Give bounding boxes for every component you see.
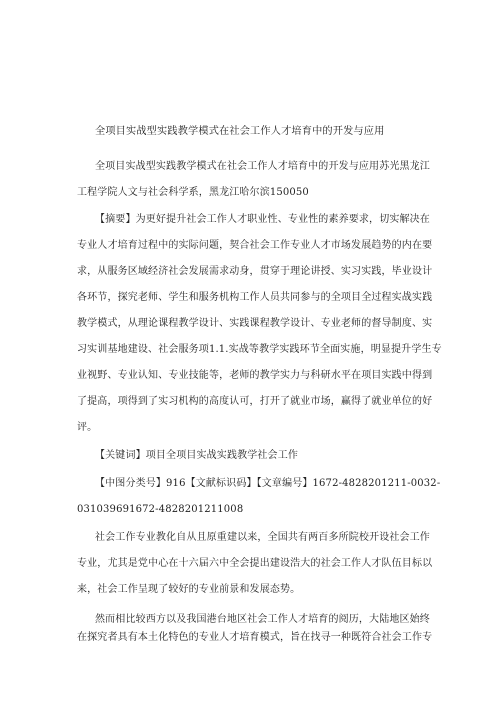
author-line-1: 全项目实战型实践教学模式在社会工作人才培育中的开发与应用苏光黑龙江 bbox=[95, 161, 430, 172]
abstract-line-1: 【摘要】为更好提升社会工作人才职业性、专业性的素养要求，切实解决在 bbox=[95, 214, 430, 225]
body-line-3: 来，社会工作呈现了较好的专业前景和发展态势。 bbox=[77, 584, 301, 595]
keywords-line: 【关键词】项目全项目实战实践教学社会工作 bbox=[95, 450, 298, 461]
abstract-line-2: 专业人才培育过程中的实际问题，契合社会工作专业人才市场发展趋势的内在要 bbox=[77, 240, 433, 251]
author-line-2: 工程学院人文与社会科学系，黑龙江哈尔滨150050 bbox=[77, 187, 309, 198]
body-line-1: 社会工作专业教化自从且原重建以来，全国共有两百多所院校开设社会工作 bbox=[95, 532, 430, 543]
abstract-line-7: 业视野、专业认知、专业技能等，老师的教学实力与科研水平在项目实践中得到 bbox=[77, 370, 433, 381]
abstract-line-3: 求，从服务区域经济社会发展需求动身，贯穿于理论讲授、实习实践，毕业设计 bbox=[77, 266, 433, 277]
abstract-line-4: 各环节，探究老师、学生和服务机构工作人员共同参与的全项目全过程实战实践 bbox=[77, 292, 433, 303]
classification-line-2: 031039691672-4828201211008 bbox=[77, 504, 244, 515]
classification-line-1: 【中图分类号】916【文献标识码】【文章编号】1672-4828201211-0032- bbox=[95, 478, 441, 489]
abstract-line-8: 了提高，项得到了实习机构的高度认可，打开了就业市场，赢得了就业单位的好 bbox=[77, 396, 433, 407]
body-line-5: 在探究者具有本土化特色的专业人才培育模式，旨在找寻一种既符合社会工作专 bbox=[77, 632, 433, 643]
body-line-2: 专业，尤其是党中心在十六届六中全会提出建设浩大的社会工作人才队伍目标以 bbox=[77, 558, 433, 569]
abstract-line-6: 习实训基地建设、社会服务项1.1.实战等教学实践环节全面实施，明显提升学生专 bbox=[77, 344, 442, 355]
document-title: 全项目实战型实践教学模式在社会工作人才培育中的开发与应用 bbox=[95, 126, 385, 137]
abstract-line-9: 评。 bbox=[77, 422, 98, 433]
abstract-line-5: 教学模式，从理论课程教学设计、实践课程教学设计、专业老师的督导制度、实 bbox=[77, 318, 433, 329]
body-line-4: 然而相比较西方以及我国港台地区社会工作人才培育的阅历，大陆地区始终 bbox=[95, 614, 430, 625]
